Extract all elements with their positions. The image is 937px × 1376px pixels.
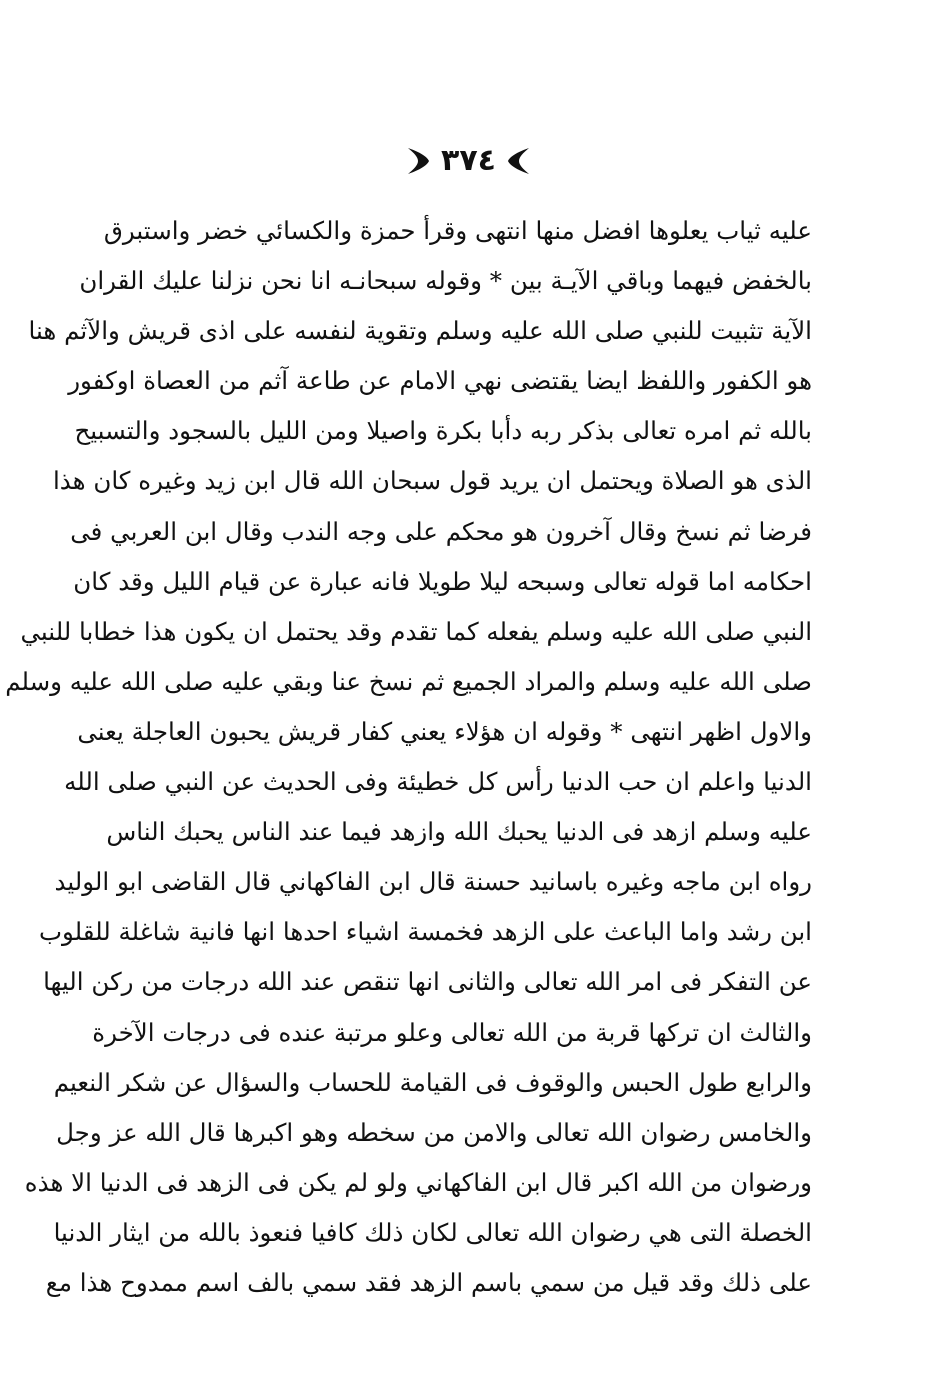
text-line: ورضوان من الله اكبر قال ابن الفاكهاني ولو لم يكن فى الزهد فى الدنيا الا هذه <box>24 1167 812 1197</box>
text-line: بالخفض فيهما وباقي الآيـة بين * وقوله سبحانـه انا نحن نزلنا عليك القران <box>79 266 812 296</box>
body-text <box>5 206 812 1308</box>
text-line: النبي صلى الله عليه وسلم يفعله كما تقدم وقد يحتمل ان يكون هذا خطابا للنبي <box>20 616 812 646</box>
text-line: صلى الله عليه وسلم والمراد الجميع ثم نسخ عنا وبقي عليه صلى الله عليه وسلم <box>5 666 812 696</box>
text-line: احكامه اما قوله تعالى وسبحه ليلا طويلا فانه عبارة عن قيام الليل وقد كان <box>73 566 812 596</box>
text-line: ابن رشد واما الباعث على الزهد فخمسة اشياء احدها انها فانية شاغلة للقلوب <box>38 917 812 947</box>
page-number: ٣٧٤ <box>441 143 496 178</box>
left-ornament-icon <box>506 146 532 176</box>
text-line: والاول اظهر انتهى * وقوله ان هؤلاء يعني كفار قريش يحبون العاجلة يعنى <box>77 716 812 746</box>
text-line: فرضا ثم نسخ وقال آخرون هو محكم على وجه الندب وقال ابن العربي فى <box>70 516 812 546</box>
text-line: الدنيا واعلم ان حب الدنيا رأس كل خطيئة وفى الحديث عن النبي صلى الله <box>64 767 812 797</box>
text-line: الخصلة التى هي رضوان الله تعالى لكان ذلك كافيا فنعوذ بالله من ايثار الدنيا <box>53 1217 812 1247</box>
right-ornament-icon <box>405 146 431 176</box>
page-header <box>0 138 937 184</box>
text-line: الذى هو الصلاة ويحتمل ان يريد قول سبحان الله قال ابن زيد وغيره كان هذا <box>52 466 812 496</box>
text-line: والخامس رضوان الله تعالى والامن من سخطه وهو اكبرها قال الله عز وجل <box>56 1117 812 1147</box>
text-line: عليه وسلم ازهد فى الدنيا يحبك الله وازهد فيما عند الناس يحبك الناس <box>106 817 812 847</box>
text-line: الآية تثبيت للنبي صلى الله عليه وسلم وتقوية لنفسه على اذى قريش والآثم هنا <box>28 316 812 346</box>
text-line: عن التفكر فى امر الله تعالى والثانى انها تنقص عند الله درجات من ركن اليها <box>43 967 812 997</box>
text-line: والرابع طول الحبس والوقوف فى القيامة للحساب والسؤال عن شكر النعيم <box>53 1067 812 1097</box>
text-line: والثالث ان تركها قربة من الله تعالى وعلو مرتبة عنده فى درجات الآخرة <box>92 1017 812 1047</box>
text-line: رواه ابن ماجه وغيره باسانيد حسنة قال ابن الفاكهاني قال القاضى ابو الوليد <box>54 867 812 897</box>
text-line: بالله ثم امره تعالى بذكر ربه دأبا بكرة واصيلا ومن الليل بالسجود والتسبيح <box>74 416 812 446</box>
text-line: على ذلك وقد قيل من سمي باسم الزهد فقد سمي بالف اسم ممدوح هذا مع <box>45 1267 812 1297</box>
text-line: عليه ثياب يعلوها افضل منها انتهى وقرأ حمزة والكسائي خضر واستبرق <box>103 216 812 245</box>
text-line: هو الكفور واللفظ ايضا يقتضى نهي الامام عن طاعة آثم من العصاة اوكفور <box>68 366 812 396</box>
